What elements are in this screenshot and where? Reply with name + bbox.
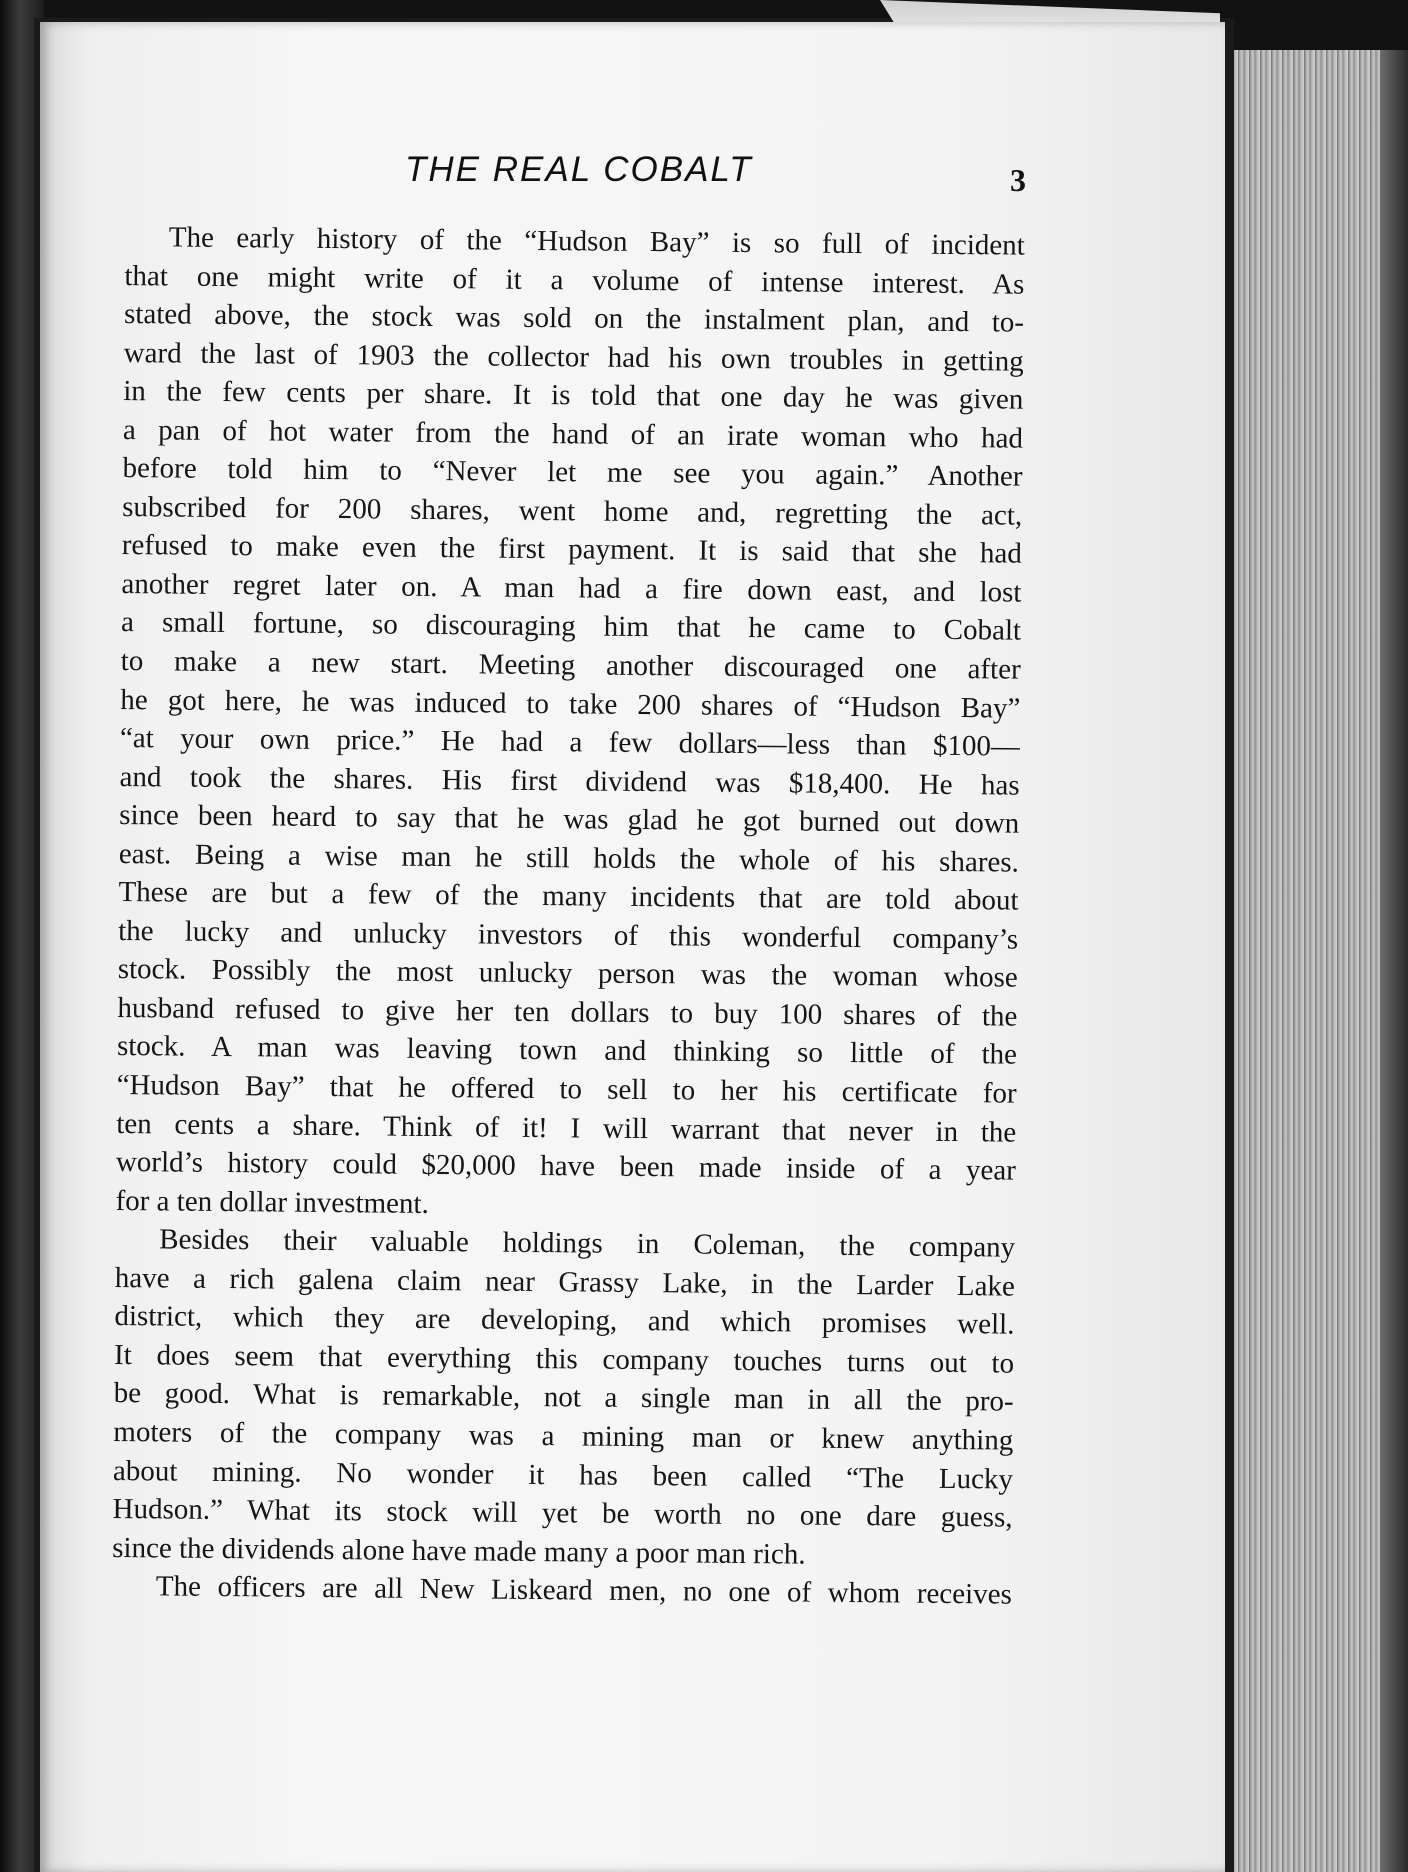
page-header — [130, 150, 1030, 210]
text-line: Besides their valuable holdings in Coleman, the company — [159, 1223, 1016, 1264]
text-line: These are but a few of the many incidents that are told about — [118, 876, 1019, 917]
text-line: “at your own price.” He had a few dollars—less than $100— — [119, 722, 1021, 763]
paragraph — [112, 1220, 1015, 1576]
text-line: stock. Possibly the most unlucky person was the woman whose — [117, 953, 1018, 994]
text-line: world’s history could $20,000 have been made inside of a year — [115, 1146, 1017, 1187]
text-line: The officers are all New Liskeard men, no one of whom receives — [155, 1570, 1012, 1611]
paragraph — [115, 218, 1025, 1229]
text-line: he got here, he was induced to take 200 shares of “Hudson Bay” — [120, 683, 1021, 725]
text-line: Hudson.” What its stock will yet be worth no one dare guess, — [112, 1492, 1013, 1534]
text-line: since been heard to say that he was glad he got burned out down — [119, 799, 1020, 840]
body-text — [112, 218, 1025, 1614]
text-line: to make a new start. Meeting another discouraged one after — [120, 644, 1021, 686]
text-line: “Hudson Bay” that he offered to sell to her his certificate for — [116, 1068, 1017, 1110]
text-line: a small fortune, so discouraging him that he came to Cobalt — [120, 606, 1022, 648]
text-line: subscribed for 200 shares, went home and, regretting the act, — [122, 490, 1023, 532]
book-cover-edge — [1380, 50, 1408, 1872]
text-line: a pan of hot water from the hand of an irate woman who had — [122, 413, 1024, 455]
text-line: that one might write of it a volume of intense interest. As — [124, 259, 1025, 301]
text-line: about mining. No wonder it has been called “The Lucky — [112, 1454, 1014, 1496]
text-line: moters of the company was a mining man or knew anything — [113, 1415, 1014, 1457]
text-line: stock. A man was leaving town and thinking so little of the — [116, 1030, 1018, 1072]
text-line: ten cents a share. Think of it! I will warrant that never in the — [116, 1107, 1017, 1149]
text-line: stated above, the stock was sold on the instalment plan, and to- — [123, 298, 1025, 339]
page-number: 3 — [1010, 162, 1026, 198]
text-line: district, which they are developing, and which promises well. — [114, 1300, 1015, 1341]
text-line: in the few cents per share. It is told that one day he was given — [123, 375, 1024, 416]
running-head: THE REAL COBALT — [405, 150, 753, 189]
text-line: before told him to “Never let me see you again.” Another — [122, 452, 1023, 493]
text-line: since the dividends alone have made many a poor man rich. — [112, 1531, 806, 1571]
text-line: husband refused to give her ten dollars to buy 100 shares of the — [117, 991, 1018, 1033]
text-line: It does seem that everything this company touches turns out to — [113, 1338, 1015, 1380]
text-line: refused to make even the first payment. It is said that she had — [121, 529, 1022, 570]
text-line: the lucky and unlucky investors of this wonderful company’s — [118, 914, 1019, 956]
text-line: The early history of the “Hudson Bay” is so full of incident — [168, 221, 1025, 262]
text-line: for a ten dollar investment. — [115, 1184, 429, 1220]
text-line: have a rich galena claim near Grassy Lake, in the Larder Lake — [114, 1261, 1015, 1303]
text-line: be good. What is remarkable, not a single man in all the pro- — [113, 1377, 1014, 1418]
text-line: east. Being a wise man he still holds the whole of his shares. — [118, 837, 1020, 879]
text-line: another regret later on. A man had a fire down east, and lost — [121, 567, 1022, 609]
text-line: and took the shares. His first dividend was $18,400. He has — [119, 760, 1020, 802]
text-line: ward the last of 1903 the collector had his own troubles in getting — [123, 336, 1024, 378]
